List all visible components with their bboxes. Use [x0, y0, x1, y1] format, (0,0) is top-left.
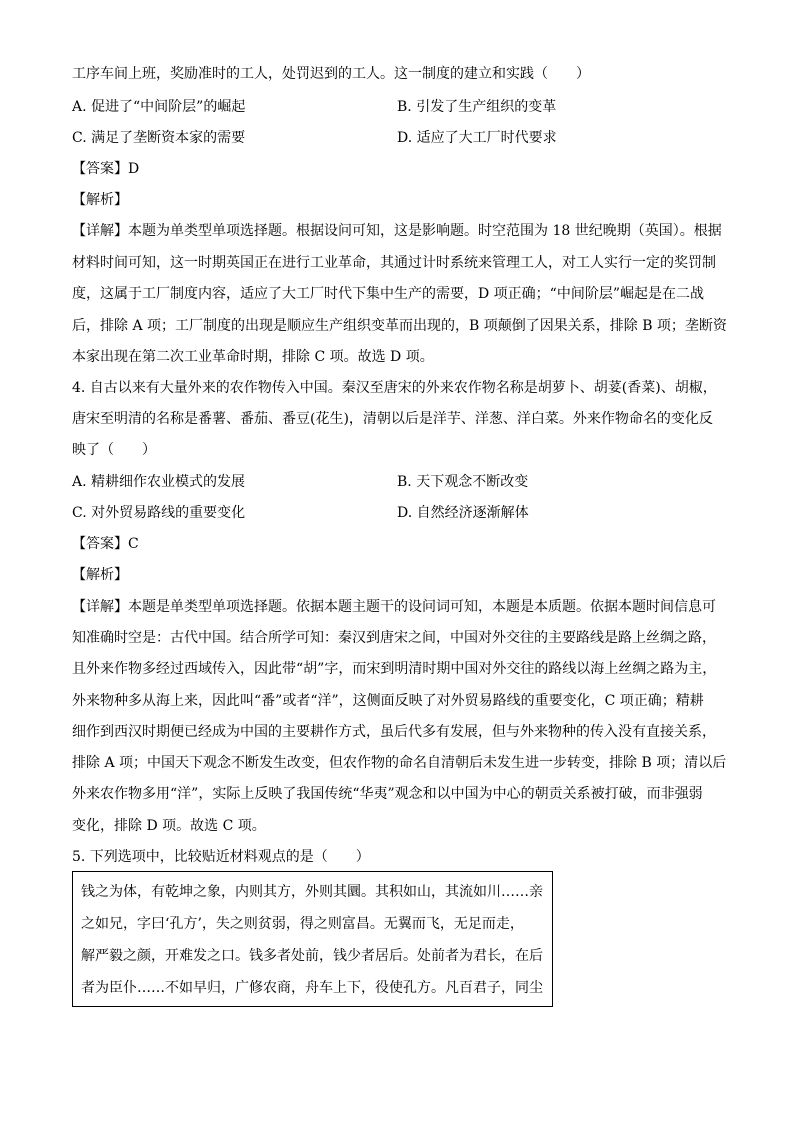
q4-analysis-label: 【解析】: [72, 567, 128, 583]
q4-stem-line: 映了（ ）: [72, 442, 156, 458]
q4-detail-line: 外来物种多从海上来，因此叫“番”或者“洋”，这侧面反映了对外贸易路线的重要变化，C 项正确；精耕: [72, 693, 704, 709]
q5-stem: 5. 下列选项中，比较贴近材料观点的是（ ）: [72, 849, 370, 865]
q4-option-d: D. 自然经济逐渐解体: [397, 505, 529, 521]
q3-detail-line: 【详解】本题为单类型单项选择题。根据设问可知，这是影响题。时空范围为 18 世纪晚期（英国）。根据: [72, 223, 722, 239]
q3-option-b: B. 引发了生产组织的变革: [397, 99, 557, 115]
q5-material-line: 钱之为体，有乾坤之象，内则其方，外则其圜。其积如山，其流如川……亲: [81, 884, 543, 900]
q5-material-line: 者为臣仆……不如早归，广修农商，舟车上下，役使孔方。凡百君子，同尘: [81, 980, 543, 996]
q3-detail-line: 后，排除 A 项；工厂制度的出现是顺应生产组织变革而出现的，B 项颠倒了因果关系，排除 B 项；垄断资: [72, 318, 727, 334]
q4-detail-line: 知准确时空是：古代中国。结合所学可知：秦汉到唐宋之间，中国对外交往的主要路线是路上丝绸之路，: [72, 630, 716, 646]
q4-detail-line: 且外来作物多经过西域传入，因此带“胡”字，而宋到明清时期中国对外交往的路线以海上丝绸之路为主，: [72, 661, 717, 677]
q4-answer: 【答案】C: [72, 536, 139, 552]
q3-option-a: A. 促进了“中间阶层”的崛起: [72, 99, 246, 115]
q4-option-c: C. 对外贸易路线的重要变化: [72, 505, 246, 521]
q5-material-box: [72, 871, 553, 1007]
q4-detail-line: 变化，排除 D 项。故选 C 项。: [72, 818, 266, 834]
q4-stem-line: 4. 自古以来有大量外来的农作物传入中国。秦汉至唐宋的外来农作物名称是胡萝卜、胡荽(香菜)、胡椒，: [72, 380, 717, 396]
q3-detail-line: 度，这属于工厂制度内容，适应了大工厂时代下集中生产的需要，D 项正确；“中间阶层”崛起是在二战: [72, 286, 704, 302]
q4-stem-line: 唐宋至明清的名称是番薯、番茄、番豆(花生)，清朝以后是洋芋、洋葱、洋白菜。外来作物命名的变化反: [72, 411, 713, 427]
q5-material-line: 解严毅之颜，开难发之口。钱多者处前，钱少者居后。处前者为君长，在后: [81, 948, 543, 964]
q4-detail-line: 外来农作物多用“洋”，实际上反映了我国传统“华夷”观念和以中国为中心的朝贡关系被打破，而非强弱: [72, 786, 703, 802]
q4-option-a: A. 精耕细作农业模式的发展: [72, 474, 246, 490]
q3-detail-line: 本家出现在第二次工业革命时期，排除 C 项。故选 D 项。: [72, 349, 434, 365]
q4-detail-line: 细作到西汉时期便已经成为中国的主要耕作方式，虽后代多有发展，但与外来物种的传入没有直接关系，: [72, 724, 716, 740]
q3-option-c: C. 满足了垄断资本家的需要: [72, 130, 246, 146]
q5-material-line: 之如兄，字曰‘孔方’，失之则贫弱，得之则富昌。无翼而飞，无足而走，: [81, 916, 524, 932]
q3-detail-line: 材料时间可知，这一时期英国正在进行工业革命，其通过计时系统来管理工人，对工人实行一定的奖罚制: [72, 255, 716, 271]
q3-option-d: D. 适应了大工厂时代要求: [397, 130, 557, 146]
q3-analysis-label: 【解析】: [72, 192, 128, 208]
q3-answer: 【答案】D: [72, 161, 140, 177]
q4-option-b: B. 天下观念不断改变: [397, 474, 529, 490]
q3-stem: 工序车间上班，奖励准时的工人，处罚迟到的工人。这一制度的建立和实践（ ）: [72, 66, 590, 82]
q4-detail-line: 【详解】本题是单类型单项选择题。依据本题主题干的设问词可知，本题是本质题。依据本题时间信息可: [72, 599, 716, 615]
q4-detail-line: 排除 A 项；中国天下观念不断发生改变，但农作物的命名自清朝后未发生进一步转变，排除 B 项；清以后: [72, 755, 727, 771]
